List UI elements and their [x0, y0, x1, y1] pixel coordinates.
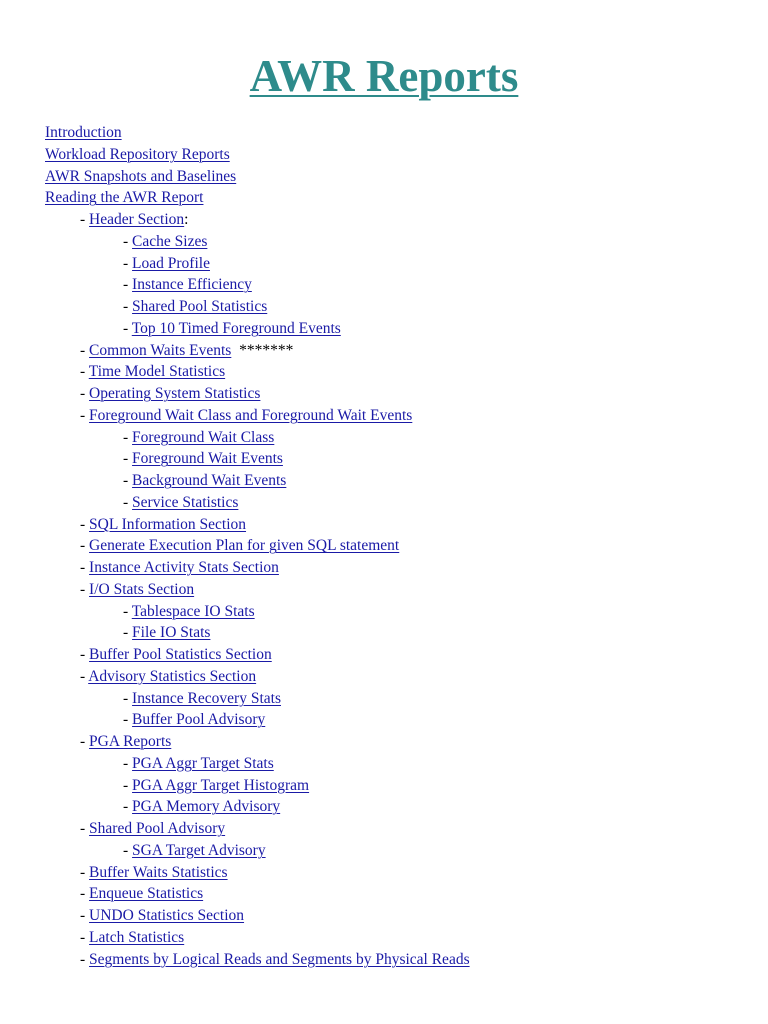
- toc-bullet-dash: -: [80, 406, 90, 424]
- toc-item: [45, 318, 745, 340]
- toc-item: [45, 862, 745, 884]
- toc-link[interactable]: Foreground Wait Class and Foreground Wait Events: [89, 406, 413, 424]
- toc-bullet-dash: -: [80, 646, 90, 663]
- toc-item: [45, 949, 745, 971]
- toc-item: [45, 361, 745, 383]
- toc-bullet-dash: -: [80, 667, 89, 685]
- toc-bullet-dash: -: [123, 624, 133, 642]
- toc-bullet-dash: -: [123, 798, 133, 816]
- toc-item: [45, 340, 745, 362]
- toc-bullet-dash: -: [123, 254, 133, 272]
- toc-item: [45, 383, 745, 405]
- toc-link[interactable]: PGA Aggr Target Histogram: [132, 776, 310, 794]
- toc-bullet-dash: -: [80, 928, 90, 946]
- toc-bullet-dash: -: [123, 754, 133, 772]
- toc-item: [45, 796, 745, 818]
- toc-item: [45, 514, 745, 536]
- toc-bullet-dash: -: [80, 863, 90, 881]
- toc-link[interactable]: Enqueue Statistics: [89, 885, 204, 903]
- toc-bullet-dash: -: [123, 276, 133, 294]
- toc-link[interactable]: Operating System Statistics: [89, 385, 261, 402]
- toc-bullet-dash: -: [80, 211, 90, 228]
- toc-bullet-dash: -: [123, 711, 133, 729]
- toc-link[interactable]: Service Statistics: [132, 493, 239, 511]
- toc-item: [45, 883, 745, 905]
- toc-item: [45, 579, 745, 601]
- toc-link[interactable]: Reading the AWR Report: [45, 189, 204, 207]
- toc-bullet-dash: -: [123, 450, 133, 468]
- toc-item-suffix: *******: [231, 341, 294, 359]
- toc-link[interactable]: Load Profile: [132, 254, 210, 272]
- toc-link[interactable]: Shared Pool Advisory: [89, 820, 226, 837]
- toc-link[interactable]: SQL Information Section: [89, 515, 247, 533]
- toc-link[interactable]: File IO Stats: [132, 624, 211, 642]
- toc-bullet-dash: -: [123, 428, 133, 446]
- page-title: AWR Reports: [249, 51, 519, 101]
- toc-link[interactable]: Common Waits Events: [89, 341, 232, 359]
- toc-link[interactable]: Latch Statistics: [89, 928, 185, 946]
- toc-item: [45, 840, 745, 862]
- toc-link[interactable]: Tablespace IO Stats: [131, 602, 255, 620]
- toc-item: [45, 274, 745, 296]
- toc-bullet-dash: -: [80, 580, 90, 598]
- toc-link[interactable]: Buffer Pool Statistics Section: [89, 646, 272, 663]
- toc-bullet-dash: -: [80, 820, 90, 837]
- toc-link[interactable]: Header Section: [89, 211, 185, 228]
- toc-bullet-dash: -: [123, 689, 133, 707]
- toc-item: [45, 253, 745, 275]
- toc-link[interactable]: Foreground Wait Events: [132, 450, 283, 468]
- toc-link[interactable]: UNDO Statistics Section: [89, 907, 245, 924]
- toc-item: [45, 818, 745, 840]
- toc-item: [45, 622, 745, 644]
- toc-bullet-dash: -: [80, 885, 90, 903]
- toc-bullet-dash: -: [80, 559, 90, 576]
- toc-link[interactable]: AWR Snapshots and Baselines: [45, 167, 237, 185]
- toc-item: [45, 187, 745, 209]
- toc-bullet-dash: -: [123, 602, 132, 620]
- toc-bullet-dash: -: [123, 319, 132, 337]
- toc-item: [45, 166, 745, 188]
- toc-link[interactable]: PGA Aggr Target Stats: [132, 754, 274, 772]
- toc-link[interactable]: Workload Repository Reports: [45, 145, 230, 163]
- toc-bullet-dash: -: [123, 232, 133, 250]
- toc-item: [45, 927, 745, 949]
- toc-link[interactable]: Introduction: [45, 124, 122, 141]
- toc-link[interactable]: Instance Recovery Stats: [132, 689, 281, 707]
- toc-bullet-dash: -: [123, 472, 133, 489]
- toc-item: [45, 666, 745, 688]
- toc-bullet-dash: -: [80, 950, 90, 968]
- toc-bullet-dash: -: [80, 907, 90, 924]
- toc-item: [45, 492, 745, 514]
- toc-item: [45, 144, 745, 166]
- toc-bullet-dash: -: [80, 341, 90, 359]
- toc-link[interactable]: Top 10 Timed Foreground Events: [131, 319, 341, 337]
- table-of-contents: [45, 122, 745, 970]
- toc-bullet-dash: -: [123, 776, 133, 794]
- toc-link[interactable]: PGA Reports: [89, 733, 172, 750]
- toc-bullet-dash: -: [123, 841, 133, 859]
- toc-bullet-dash: -: [80, 515, 90, 533]
- toc-link[interactable]: Cache Sizes: [132, 232, 208, 250]
- toc-item: [45, 296, 745, 318]
- toc-link[interactable]: Buffer Pool Advisory: [132, 711, 266, 729]
- toc-item: [45, 601, 745, 623]
- toc-item: [45, 427, 745, 449]
- toc-item: [45, 122, 745, 144]
- toc-item: [45, 535, 745, 557]
- toc-item: [45, 688, 745, 710]
- toc-link[interactable]: Time Model Statistics: [88, 363, 226, 381]
- toc-link[interactable]: SGA Target Advisory: [132, 841, 266, 859]
- toc-bullet-dash: -: [123, 298, 133, 315]
- toc-bullet-dash: -: [80, 363, 89, 381]
- toc-item: [45, 753, 745, 775]
- toc-link[interactable]: Instance Activity Stats Section: [89, 559, 279, 576]
- toc-link[interactable]: Background Wait Events: [132, 472, 287, 489]
- toc-bullet-dash: -: [80, 537, 90, 555]
- toc-item: [45, 709, 745, 731]
- toc-item: [45, 470, 745, 492]
- toc-link[interactable]: Shared Pool Statistics: [132, 298, 268, 315]
- toc-item: [45, 644, 745, 666]
- toc-item: [45, 448, 745, 470]
- toc-link[interactable]: Segments by Logical Reads and Segments by Physical Reads: [89, 950, 470, 968]
- toc-item: [45, 405, 745, 427]
- toc-item: [45, 905, 745, 927]
- toc-item: [45, 231, 745, 253]
- toc-item-suffix: :: [184, 211, 189, 228]
- toc-bullet-dash: -: [123, 493, 133, 511]
- toc-bullet-dash: -: [80, 733, 90, 750]
- toc-item: [45, 731, 745, 753]
- toc-link[interactable]: Buffer Waits Statistics: [89, 863, 228, 881]
- toc-item: [45, 775, 745, 797]
- toc-link[interactable]: Generate Execution Plan for given SQL statement: [89, 537, 400, 555]
- toc-link[interactable]: PGA Memory Advisory: [132, 798, 281, 816]
- toc-item: [45, 557, 745, 579]
- toc-item: [45, 209, 745, 231]
- toc-link[interactable]: Advisory Statistics Section: [88, 667, 257, 685]
- toc-link[interactable]: Foreground Wait Class: [132, 428, 275, 446]
- toc-link[interactable]: Instance Efficiency: [132, 276, 252, 294]
- toc-bullet-dash: -: [80, 385, 90, 402]
- toc-link[interactable]: I/O Stats Section: [89, 580, 195, 598]
